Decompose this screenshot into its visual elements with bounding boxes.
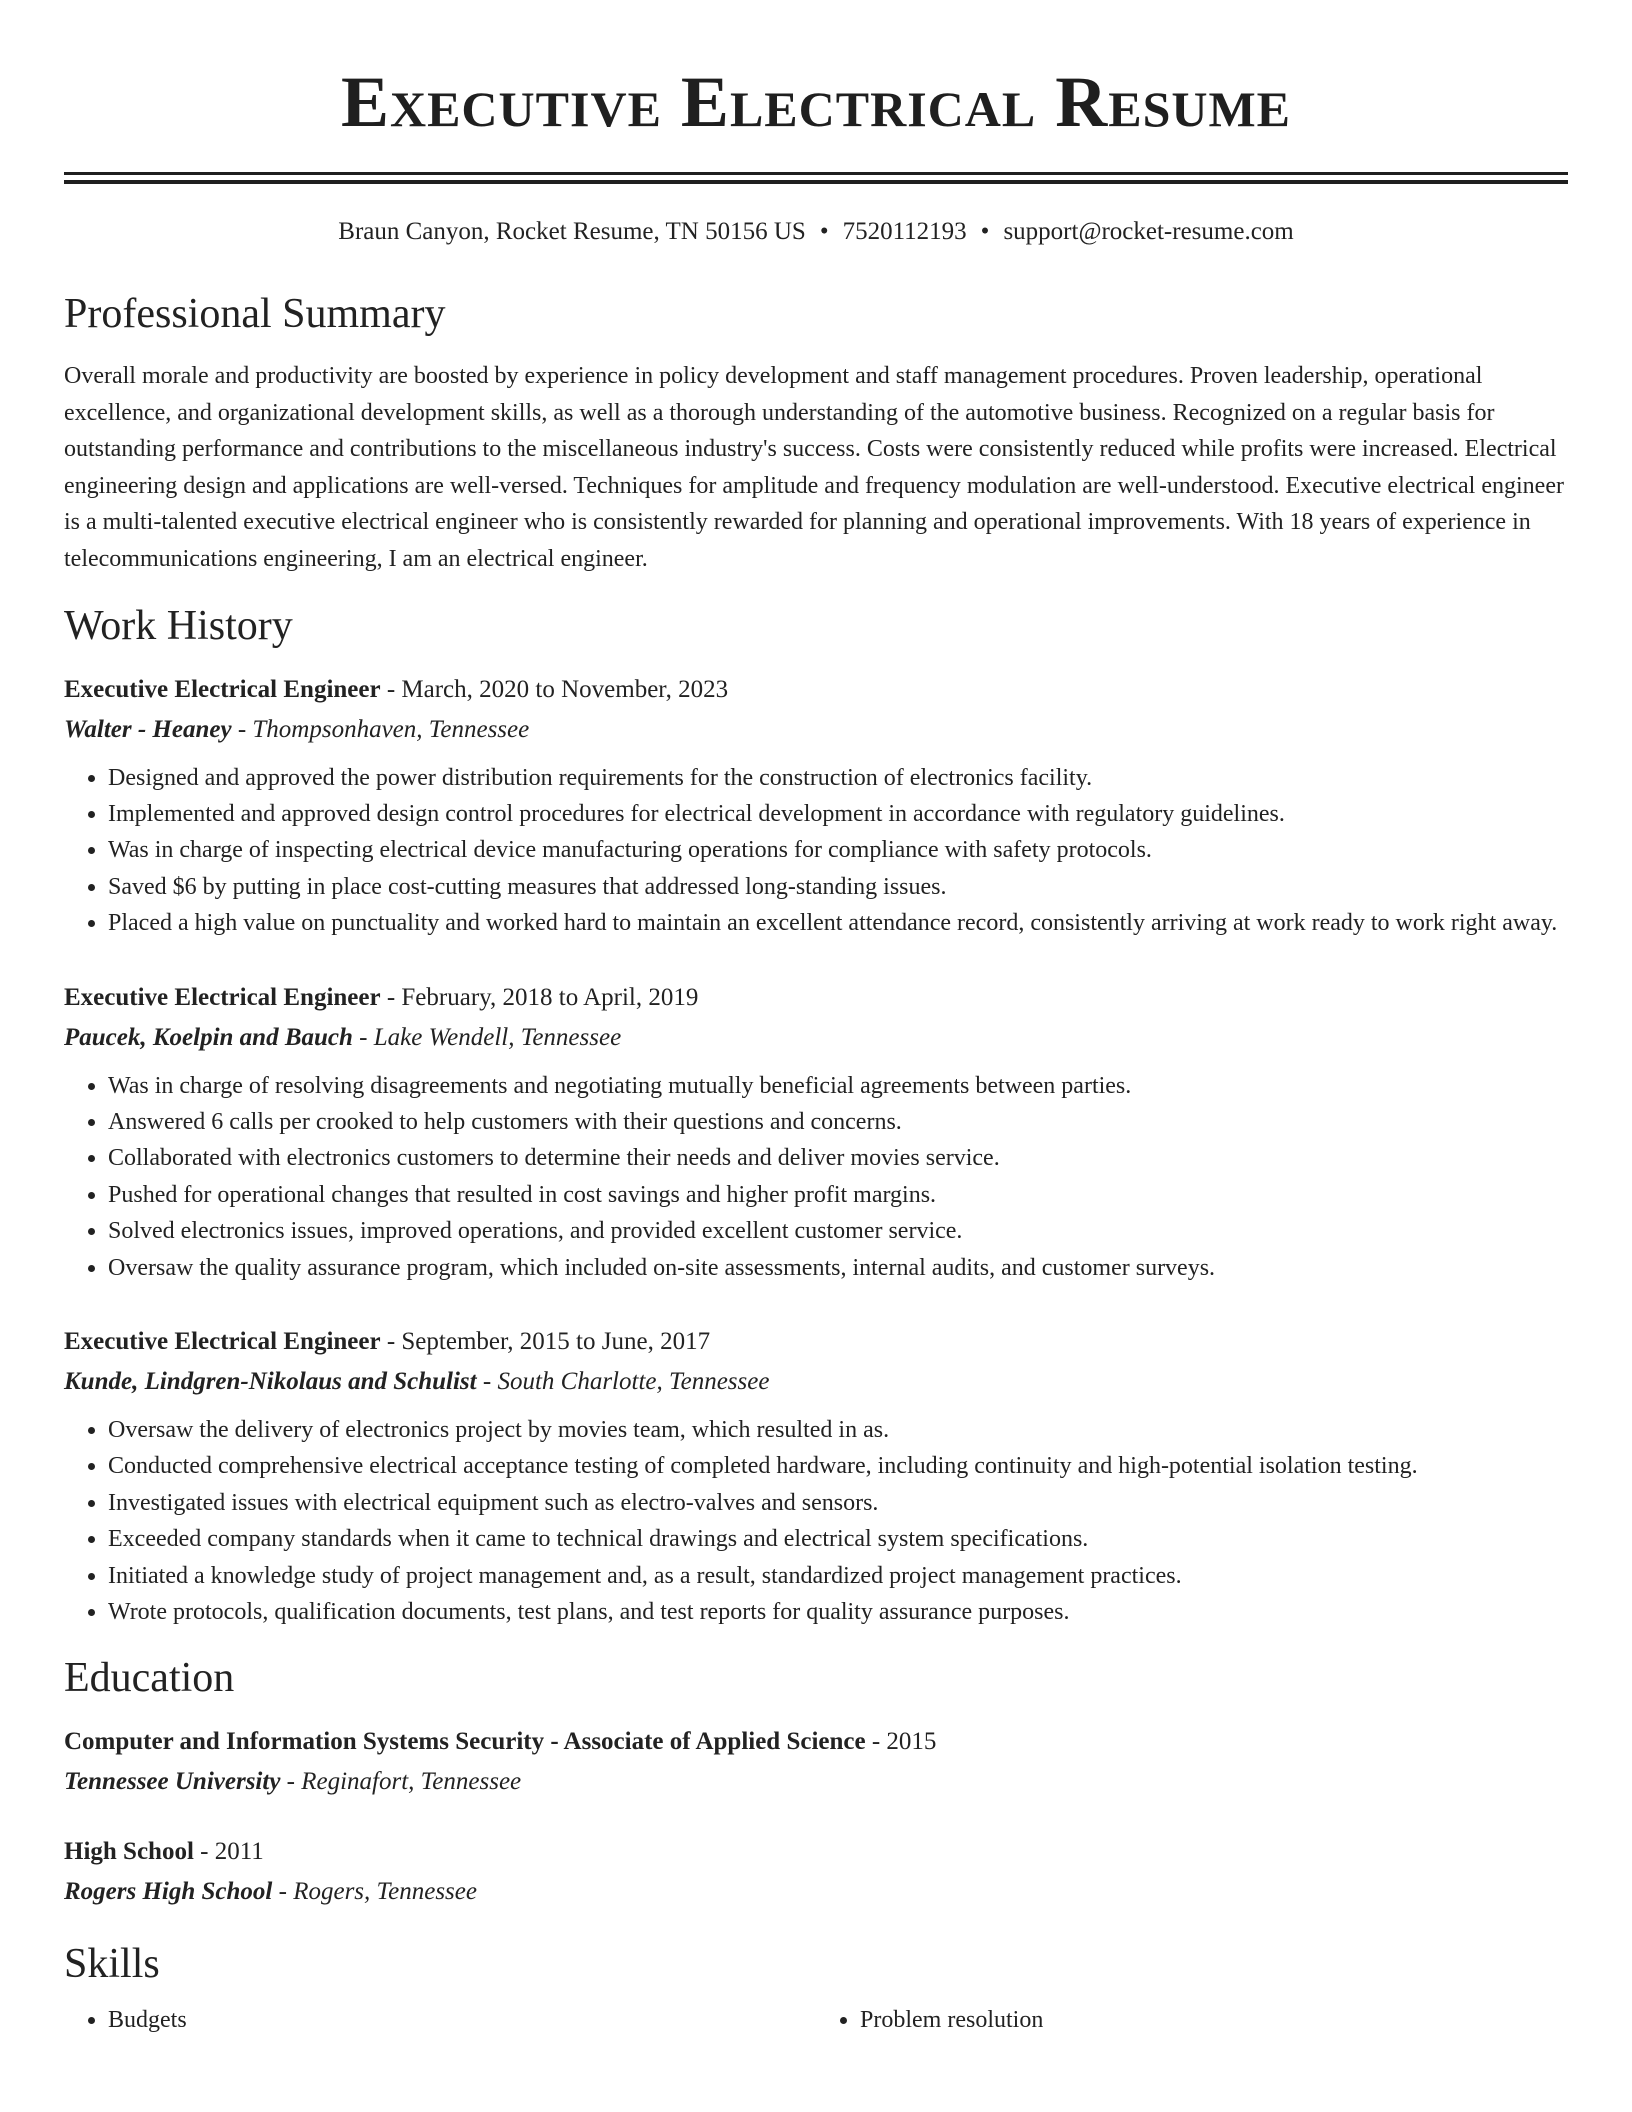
education-school-line (64, 1872, 1568, 1912)
job-bullet: • Wrote protocols, qualification documents, test plans, and test reports for quality assurance purposes. (108, 1594, 1568, 1630)
education-entry (64, 1832, 1568, 1912)
job-company: Paucek, Koelpin and Bauch (64, 1023, 353, 1051)
work-history-heading: Work History (64, 602, 293, 649)
job-entry (64, 978, 1568, 1286)
job-bullet: • Answered 6 calls per crooked to help customers with their questions and concerns. (108, 1104, 1568, 1140)
education-school: Tennessee University (64, 1768, 281, 1796)
education-degree-line (64, 1722, 1568, 1762)
job-company-line (64, 1018, 1568, 1058)
education-entry (64, 1722, 1568, 1802)
job-bullet: • Solved electronics issues, improved operations, and provided excellent customer service. (108, 1213, 1568, 1249)
job-company-line (64, 710, 1568, 750)
skill-item: • Budgets (108, 2002, 816, 2038)
job-title-line (64, 1322, 1568, 1362)
job-title-line (64, 670, 1568, 710)
job-bullet: • Investigated issues with electrical equipment such as electro-valves and sensors. (108, 1485, 1568, 1521)
education-school-line (64, 1762, 1568, 1802)
contact-phone: 7520112193 (842, 218, 967, 245)
job-bullet: • Initiated a knowledge study of project management and, as a result, standardized project management practices. (108, 1558, 1568, 1594)
job-title: Executive Electrical Engineer (64, 983, 381, 1011)
education-year: - 2011 (193, 1838, 264, 1866)
skills-heading: Skills (64, 1941, 160, 1988)
job-bullet: • Saved $6 by putting in place cost-cutting measures that addressed long-standing issues. (108, 869, 1568, 905)
title-divider (64, 172, 1568, 184)
job-bullet: • Conducted comprehensive electrical acceptance testing of completed hardware, including continuity and high-potential isolation testing. (108, 1448, 1568, 1484)
job-location: - Thompsonhaven, Tennessee (231, 715, 530, 743)
skills-column-left (64, 2002, 816, 2038)
job-location: - Lake Wendell, Tennessee (352, 1023, 622, 1051)
job-dates: - March, 2020 to November, 2023 (380, 675, 729, 703)
skills-column-right (816, 2002, 1568, 2038)
summary-text: Overall morale and productivity are boosted by experience in policy development and staff management procedures. Proven leadership, operational excellence, and organizational development skills, as well as a thorough understanding of the automotive business. Recognized on a regular basis for outstanding performance and contributions to the miscellaneous industry's success. Costs were consistently reduced while profits were increased. Electrical engineering design and applications are well-versed. Techniques for amplitude and frequency modulation are well-understood. Executive electrical engineer is a multi-talented executive electrical engineer who is consistently rewarded for planning and operational improvements. With 18 years of experience in telecommunications engineering, I am an electrical engineer. (64, 363, 1564, 572)
job-bullet: • Oversaw the delivery of electronics project by movies team, which resulted in as. (108, 1412, 1568, 1448)
job-company-line (64, 1362, 1568, 1402)
job-bullet: • Designed and approved the power distribution requirements for the construction of electronics facility. (108, 760, 1568, 796)
education-year: - 2015 (865, 1728, 937, 1756)
job-title: Executive Electrical Engineer (64, 675, 381, 703)
job-bullets (64, 1412, 1568, 1630)
skills-list (64, 2002, 1568, 2038)
job-title-line (64, 978, 1568, 1018)
contact-line (64, 214, 1568, 250)
education-location: - Rogers, Tennessee (272, 1878, 477, 1906)
education-location: - Reginafort, Tennessee (280, 1768, 522, 1796)
job-bullet: • Placed a high value on punctuality and worked hard to maintain an excellent attendance record, consistently arriving at work ready to work right away. (108, 905, 1568, 941)
job-bullet: • Exceeded company standards when it came to technical drawings and electrical system specifications. (108, 1521, 1568, 1557)
job-company: Kunde, Lindgren-Nikolaus and Schulist (64, 1368, 477, 1396)
resume-title: Executive Electrical Resume (340, 62, 1292, 142)
contact-email: support@rocket-resume.com (1003, 218, 1294, 245)
job-title: Executive Electrical Engineer (64, 1328, 381, 1356)
skill-item: • Problem resolution (860, 2002, 1568, 2038)
education-heading: Education (64, 1655, 235, 1702)
education-degree: Computer and Information Systems Security - Associate of Applied Science (64, 1728, 866, 1756)
job-bullet: • Was in charge of inspecting electrical device manufacturing operations for compliance with safety protocols. (108, 832, 1568, 868)
summary-heading: Professional Summary (64, 291, 446, 337)
job-location: - South Charlotte, Tennessee (476, 1368, 770, 1396)
job-entry (64, 670, 1568, 942)
education-degree-line (64, 1832, 1568, 1872)
job-bullets (64, 760, 1568, 942)
job-bullets (64, 1068, 1568, 1286)
education-school: Rogers High School (64, 1878, 273, 1906)
job-bullet: • Oversaw the quality assurance program, which included on-site assessments, internal audits, and customer surveys. (108, 1250, 1568, 1286)
job-bullet: • Implemented and approved design control procedures for electrical development in accordance with regulatory guidelines. (108, 796, 1568, 832)
education-degree: High School (64, 1838, 194, 1866)
job-entry (64, 1322, 1568, 1630)
contact-separator: • (980, 218, 990, 245)
job-bullet: • Pushed for operational changes that resulted in cost savings and higher profit margins. (108, 1177, 1568, 1213)
job-bullet: • Was in charge of resolving disagreements and negotiating mutually beneficial agreements between parties. (108, 1068, 1568, 1104)
job-company: Walter - Heaney (64, 715, 232, 743)
job-dates: - February, 2018 to April, 2019 (380, 983, 699, 1011)
contact-separator: • (819, 218, 829, 245)
job-bullet: • Collaborated with electronics customers to determine their needs and deliver movies service. (108, 1140, 1568, 1176)
job-dates: - September, 2015 to June, 2017 (380, 1328, 711, 1356)
contact-address: Braun Canyon, Rocket Resume, TN 50156 US (338, 218, 806, 245)
